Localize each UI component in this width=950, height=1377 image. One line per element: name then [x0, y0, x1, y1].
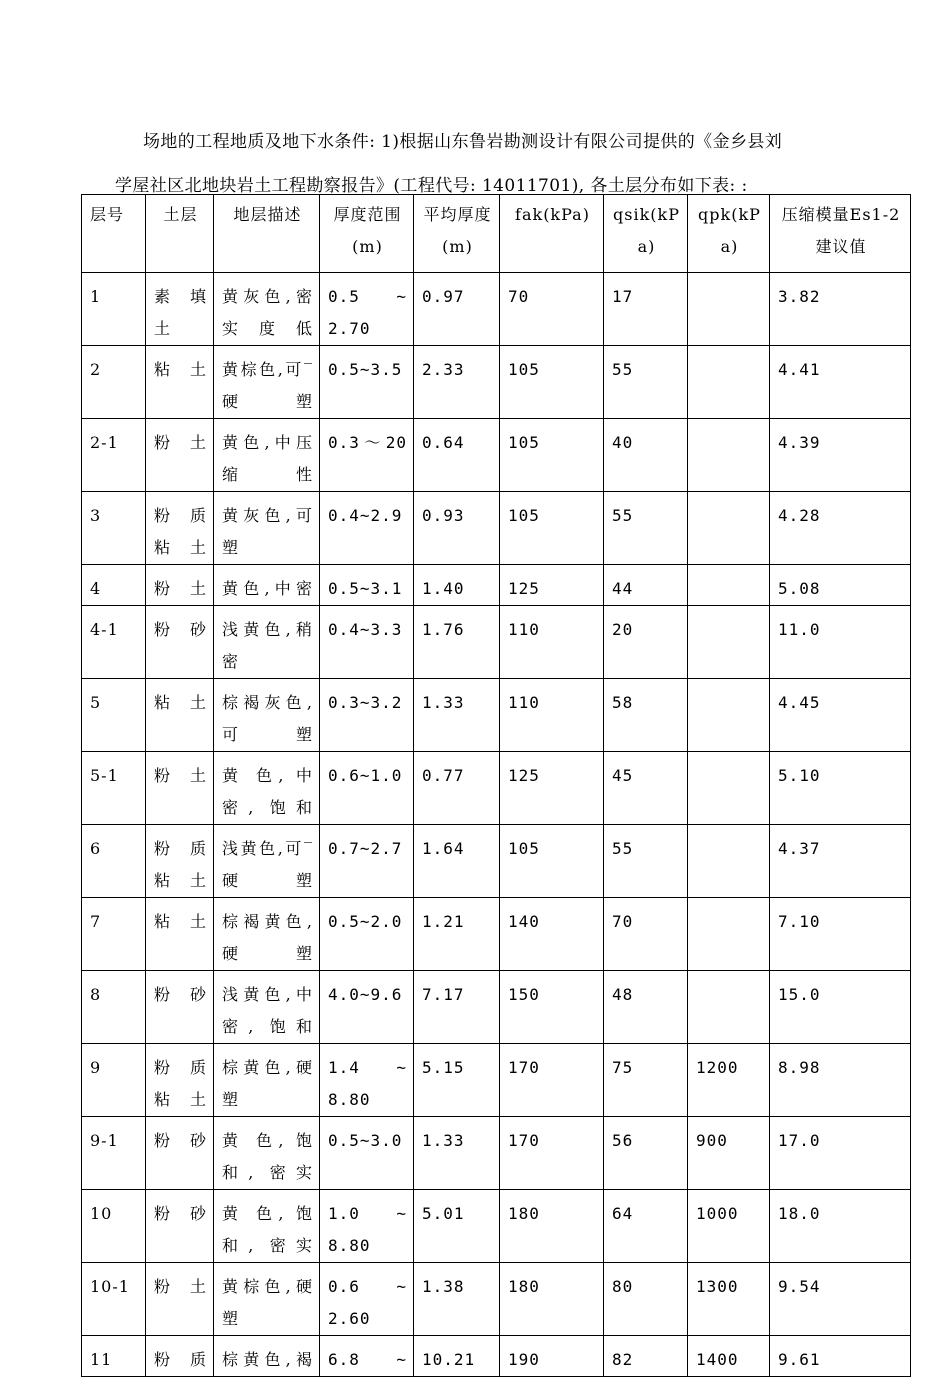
cell-thickness-range: 0.3～20: [320, 419, 414, 492]
cell-fak: 170: [500, 1117, 604, 1190]
cell-qsik: 70: [604, 898, 688, 971]
cell-soil-type: 素 填土: [146, 273, 214, 346]
cell-layer-no: 11: [82, 1336, 146, 1377]
cell-thickness-range: 6.8 ~: [320, 1336, 414, 1377]
header-avg-thickness: 平均厚度(m): [414, 195, 500, 273]
cell-fak: 170: [500, 1044, 604, 1117]
cell-avg-thickness: 0.64: [414, 419, 500, 492]
cell-fak: 110: [500, 679, 604, 752]
cell-fak: 105: [500, 346, 604, 419]
header-compression-modulus: 压缩模量Es1-2建议值: [770, 195, 911, 273]
cell-compression-modulus: 5.10: [770, 752, 911, 825]
cell-avg-thickness: 1.38: [414, 1263, 500, 1336]
cell-compression-modulus: 4.28: [770, 492, 911, 565]
cell-qpk: 1200: [688, 1044, 770, 1117]
cell-layer-no: 10: [82, 1190, 146, 1263]
cell-description: 浅黄色,稍密: [214, 606, 320, 679]
cell-avg-thickness: 1.33: [414, 1117, 500, 1190]
intro-line-1: 场地的工程地质及地下水条件: 1)根据山东鲁岩勘测设计有限公司提供的《金乡县刘: [143, 132, 783, 152]
cell-thickness-range: 0.3~3.2: [320, 679, 414, 752]
cell-qpk: 1300: [688, 1263, 770, 1336]
table-row: [82, 825, 911, 898]
cell-description: 棕褐灰色,可塑: [214, 679, 320, 752]
cell-compression-modulus: 17.0: [770, 1117, 911, 1190]
cell-thickness-range: 0.4~3.3: [320, 606, 414, 679]
cell-compression-modulus: 4.39: [770, 419, 911, 492]
cell-fak: 125: [500, 752, 604, 825]
table-row: [82, 419, 911, 492]
cell-avg-thickness: 5.15: [414, 1044, 500, 1117]
cell-qsik: 48: [604, 971, 688, 1044]
cell-thickness-range: 0.7~2.7: [320, 825, 414, 898]
cell-qsik: 82: [604, 1336, 688, 1377]
cell-compression-modulus: 4.45: [770, 679, 911, 752]
cell-qpk: [688, 492, 770, 565]
table-row: [82, 273, 911, 346]
table-row: [82, 1336, 911, 1377]
cell-compression-modulus: 8.98: [770, 1044, 911, 1117]
cell-thickness-range: 4.0~9.6: [320, 971, 414, 1044]
cell-qsik: 55: [604, 492, 688, 565]
cell-qsik: 64: [604, 1190, 688, 1263]
cell-avg-thickness: 1.33: [414, 679, 500, 752]
cell-description: 棕黄色,硬塑: [214, 1044, 320, 1117]
cell-layer-no: 4-1: [82, 606, 146, 679]
cell-qsik: 56: [604, 1117, 688, 1190]
cell-soil-type: 粘土: [146, 898, 214, 971]
cell-fak: 105: [500, 419, 604, 492]
header-layer-no: 层号: [82, 195, 146, 273]
cell-description: 浅黄色,可‾硬塑: [214, 825, 320, 898]
cell-layer-no: 2-1: [82, 419, 146, 492]
cell-qpk: [688, 679, 770, 752]
cell-soil-type: 粉土: [146, 565, 214, 606]
cell-qsik: 17: [604, 273, 688, 346]
cell-fak: 150: [500, 971, 604, 1044]
cell-description: 黄棕色,可‾硬塑: [214, 346, 320, 419]
cell-fak: 180: [500, 1263, 604, 1336]
cell-soil-type: 粉土: [146, 752, 214, 825]
cell-soil-type: 粘土: [146, 679, 214, 752]
cell-description: 黄灰色,密实度低: [214, 273, 320, 346]
cell-fak: 110: [500, 606, 604, 679]
cell-soil-type: 粉砂: [146, 1190, 214, 1263]
table-row: [82, 1117, 911, 1190]
table-row: [82, 1190, 911, 1263]
cell-soil-type: 粉砂: [146, 1117, 214, 1190]
cell-soil-type: 粉 质粘土: [146, 825, 214, 898]
table-row: [82, 565, 911, 606]
cell-qsik: 80: [604, 1263, 688, 1336]
cell-qpk: [688, 346, 770, 419]
cell-qpk: [688, 273, 770, 346]
table-row: [82, 898, 911, 971]
table-row: [82, 606, 911, 679]
table-row: [82, 752, 911, 825]
cell-avg-thickness: 0.93: [414, 492, 500, 565]
cell-compression-modulus: 18.0: [770, 1190, 911, 1263]
header-qpk: qpk(kPa): [688, 195, 770, 273]
table-row: [82, 492, 911, 565]
cell-layer-no: 8: [82, 971, 146, 1044]
cell-qsik: 44: [604, 565, 688, 606]
cell-avg-thickness: 0.97: [414, 273, 500, 346]
cell-layer-no: 6: [82, 825, 146, 898]
header-thickness-range: 厚度范围(m): [320, 195, 414, 273]
cell-avg-thickness: 7.17: [414, 971, 500, 1044]
cell-layer-no: 1: [82, 273, 146, 346]
header-soil-type: 土层: [146, 195, 214, 273]
cell-compression-modulus: 9.61: [770, 1336, 911, 1377]
cell-soil-type: 粉土: [146, 1263, 214, 1336]
cell-fak: 190: [500, 1336, 604, 1377]
cell-thickness-range: 0.6~1.0: [320, 752, 414, 825]
cell-compression-modulus: 9.54: [770, 1263, 911, 1336]
cell-soil-type: 粉砂: [146, 606, 214, 679]
cell-thickness-range: 1.0 ~ 8.80: [320, 1190, 414, 1263]
cell-description: 黄 色, 中密, 饱和: [214, 752, 320, 825]
cell-layer-no: 5: [82, 679, 146, 752]
cell-thickness-range: 0.5~2.0: [320, 898, 414, 971]
cell-qpk: [688, 898, 770, 971]
header-description: 地层描述: [214, 195, 320, 273]
cell-qsik: 58: [604, 679, 688, 752]
cell-compression-modulus: 3.82: [770, 273, 911, 346]
cell-soil-type: 粘土: [146, 346, 214, 419]
cell-qsik: 75: [604, 1044, 688, 1117]
cell-fak: 70: [500, 273, 604, 346]
cell-description: 黄色,中密: [214, 565, 320, 606]
cell-qpk: [688, 606, 770, 679]
cell-avg-thickness: 0.77: [414, 752, 500, 825]
cell-compression-modulus: 4.37: [770, 825, 911, 898]
cell-qpk: [688, 752, 770, 825]
cell-soil-type: 粉土: [146, 419, 214, 492]
cell-description: 黄 色, 饱和, 密实: [214, 1190, 320, 1263]
cell-qpk: 900: [688, 1117, 770, 1190]
cell-soil-type: 粉 质粘土: [146, 492, 214, 565]
cell-thickness-range: 0.5 ~ 2.70: [320, 273, 414, 346]
cell-qsik: 55: [604, 346, 688, 419]
cell-compression-modulus: 11.0: [770, 606, 911, 679]
cell-qpk: [688, 419, 770, 492]
header-fak: fak(kPa): [500, 195, 604, 273]
cell-avg-thickness: 5.01: [414, 1190, 500, 1263]
cell-fak: 125: [500, 565, 604, 606]
cell-avg-thickness: 2.33: [414, 346, 500, 419]
cell-compression-modulus: 15.0: [770, 971, 911, 1044]
cell-thickness-range: 0.5~3.1: [320, 565, 414, 606]
cell-qsik: 20: [604, 606, 688, 679]
cell-soil-type: 粉 质粘土: [146, 1044, 214, 1117]
cell-thickness-range: 0.4~2.9: [320, 492, 414, 565]
cell-layer-no: 7: [82, 898, 146, 971]
cell-avg-thickness: 1.40: [414, 565, 500, 606]
cell-thickness-range: 0.5~3.0: [320, 1117, 414, 1190]
cell-qpk: 1400: [688, 1336, 770, 1377]
cell-description: 黄色,中压缩性: [214, 419, 320, 492]
cell-compression-modulus: 7.10: [770, 898, 911, 971]
cell-description: 黄 色, 饱和, 密实: [214, 1117, 320, 1190]
cell-thickness-range: 0.5~3.5: [320, 346, 414, 419]
cell-soil-type: 粉 质: [146, 1336, 214, 1377]
cell-description: 黄棕色,硬塑: [214, 1263, 320, 1336]
cell-soil-type: 粉砂: [146, 971, 214, 1044]
table-row: [82, 971, 911, 1044]
table-header-row: [82, 195, 911, 273]
cell-fak: 105: [500, 825, 604, 898]
cell-layer-no: 5-1: [82, 752, 146, 825]
header-qsik: qsik(kPa): [604, 195, 688, 273]
cell-qsik: 40: [604, 419, 688, 492]
cell-qsik: 55: [604, 825, 688, 898]
cell-qpk: [688, 971, 770, 1044]
table-row: [82, 346, 911, 419]
cell-avg-thickness: 10.21: [414, 1336, 500, 1377]
table-row: [82, 679, 911, 752]
cell-qpk: 1000: [688, 1190, 770, 1263]
cell-compression-modulus: 4.41: [770, 346, 911, 419]
cell-layer-no: 2: [82, 346, 146, 419]
cell-description: 棕褐黄色,硬塑: [214, 898, 320, 971]
cell-fak: 140: [500, 898, 604, 971]
table-row: [82, 1263, 911, 1336]
cell-avg-thickness: 1.64: [414, 825, 500, 898]
cell-compression-modulus: 5.08: [770, 565, 911, 606]
cell-fak: 105: [500, 492, 604, 565]
cell-qpk: [688, 825, 770, 898]
cell-fak: 180: [500, 1190, 604, 1263]
cell-description: 黄灰色,可塑: [214, 492, 320, 565]
cell-qpk: [688, 565, 770, 606]
cell-layer-no: 3: [82, 492, 146, 565]
cell-layer-no: 4: [82, 565, 146, 606]
cell-layer-no: 9-1: [82, 1117, 146, 1190]
cell-description: 棕黄色,褐: [214, 1336, 320, 1377]
cell-description: 浅黄色,中密, 饱和: [214, 971, 320, 1044]
cell-avg-thickness: 1.76: [414, 606, 500, 679]
cell-avg-thickness: 1.21: [414, 898, 500, 971]
table-row: [82, 1044, 911, 1117]
intro-line-2: 学屋社区北地块岩土工程勘察报告》(工程代号: 14011701), 各土层分布如下表: :: [115, 176, 748, 196]
cell-layer-no: 9: [82, 1044, 146, 1117]
soil-layer-table: [81, 194, 911, 1377]
cell-thickness-range: 0.6 ~ 2.60: [320, 1263, 414, 1336]
cell-thickness-range: 1.4 ~ 8.80: [320, 1044, 414, 1117]
cell-qsik: 45: [604, 752, 688, 825]
cell-layer-no: 10-1: [82, 1263, 146, 1336]
